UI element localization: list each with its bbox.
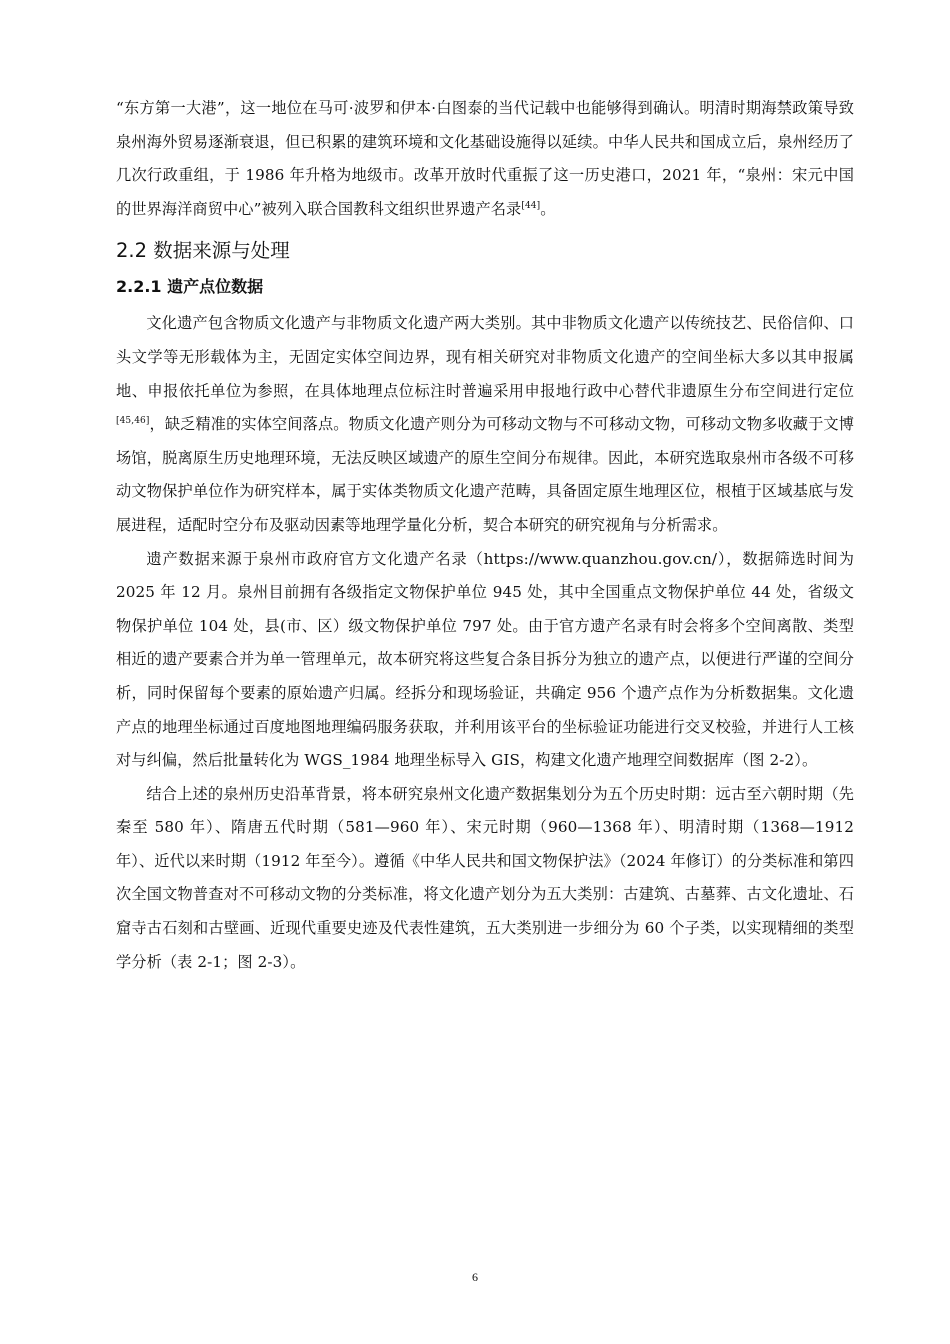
section-heading: 2.2 数据来源与处理 <box>116 239 290 263</box>
paragraph-periods-categories: 结合上述的泉州历史沿革背景，将本研究泉州文化遗产数据集划分为五个历史时期：远古至六朝时期（先秦至 580 年）、隋唐五代时期（581—960 年）、宋元时期（960—1368 年）、明清时期（1368—1912 年）、近代以来时期（1912 年至今）。遵循《中华人民共和国文物保护法》（2024 年修订）的分类标准和第四次全国文物普查对不可移动文物的分类标准，将文化遗产划分为五大类别：古建筑、古墓葬、古文化遗址、石窟寺古石刻和古壁画、近现代重要史迹及代表性建筑，五大类别进一步细分为 60 个子类，以实现精细的类型学分析（表 2-1；图 2-3）。 <box>116 784 854 971</box>
paragraph-heritage-types-part2: ，缺乏精准的实体空间落点。物质文化遗产则分为可移动文物与不可移动文物，可移动文物多收藏于文博场馆，脱离原生历史地理环境，无法反映区域遗产的原生空间分布规律。因此，本研究选取泉州市各级不可移动文物保护单位作为研究样本，属于实体类物质文化遗产范畴，具备固定原生地理区位，根植于区域基底与发展进程，适配时空分布及驱动因素等地理学量化分析，契合本研究的研究视角与分析需求。 <box>116 415 854 534</box>
intro-text: “东方第一大港”，这一地位在马可·波罗和伊本·白图泰的当代记载中也能够得到确认。明清时期海禁政策导致泉州海外贸易逐渐衰退，但已积累的建筑环境和文化基础设施得以延续。中华人民共和国成立后，泉州经历了几次行政重组，于 1986 年升格为地级市。改革开放时代重振了这一历史港口，2021 年，“泉州：宋元中国的世界海洋商贸中心”被列入联合国教科文组织世界遗产名录 <box>116 99 854 218</box>
page-content <box>116 92 854 979</box>
paragraph-data-source: 遗产数据来源于泉州市政府官方文化遗产名录（https://www.quanzhou.gov.cn/），数据筛选时间为 2025 年 12 月。泉州目前拥有各级指定文物保护单位 945 处，其中全国重点文物保护单位 44 处，省级文物保护单位 104 处，县(市、区）级文物保护单位 797 处。由于官方遗产名录有时会将多个空间离散、类型相近的遗产要素合并为单一管理单元，故本研究将这些复合条目拆分为独立的遗产点，以便进行严谨的空间分析，同时保留每个要素的原始遗产归属。经拆分和现场验证，共确定 956 个遗产点作为分析数据集。文化遗产点的地理坐标通过百度地图地理编码服务获取，并利用该平台的坐标验证功能进行交叉校验，并进行人工核对与纠偏，然后批量转化为 WGS_1984 地理坐标导入 GIS，构建文化遗产地理空间数据库（图 2-2）。 <box>116 549 854 770</box>
intro-paragraph <box>116 92 854 226</box>
paragraph-heritage-types-part1: 文化遗产包含物质文化遗产与非物质文化遗产两大类别。其中非物质文化遗产以传统技艺、民俗信仰、口头文学等无形载体为主，无固定实体空间边界，现有相关研究对非物质文化遗产的空间坐标大多以其申报属地、申报依托单位为参照，在具体地理点位标注时普遍采用申报地行政中心替代非遗原生分布空间进行定位 <box>116 314 854 400</box>
citation-44: [44] <box>521 200 541 211</box>
intro-tail: 。 <box>540 199 556 218</box>
citation-45-46: [45,46] <box>116 416 150 427</box>
subsection-heading: 2.2.1 遗产点位数据 <box>116 277 264 297</box>
paragraph-heritage-types <box>116 307 854 542</box>
page-number: 6 <box>472 1270 478 1284</box>
